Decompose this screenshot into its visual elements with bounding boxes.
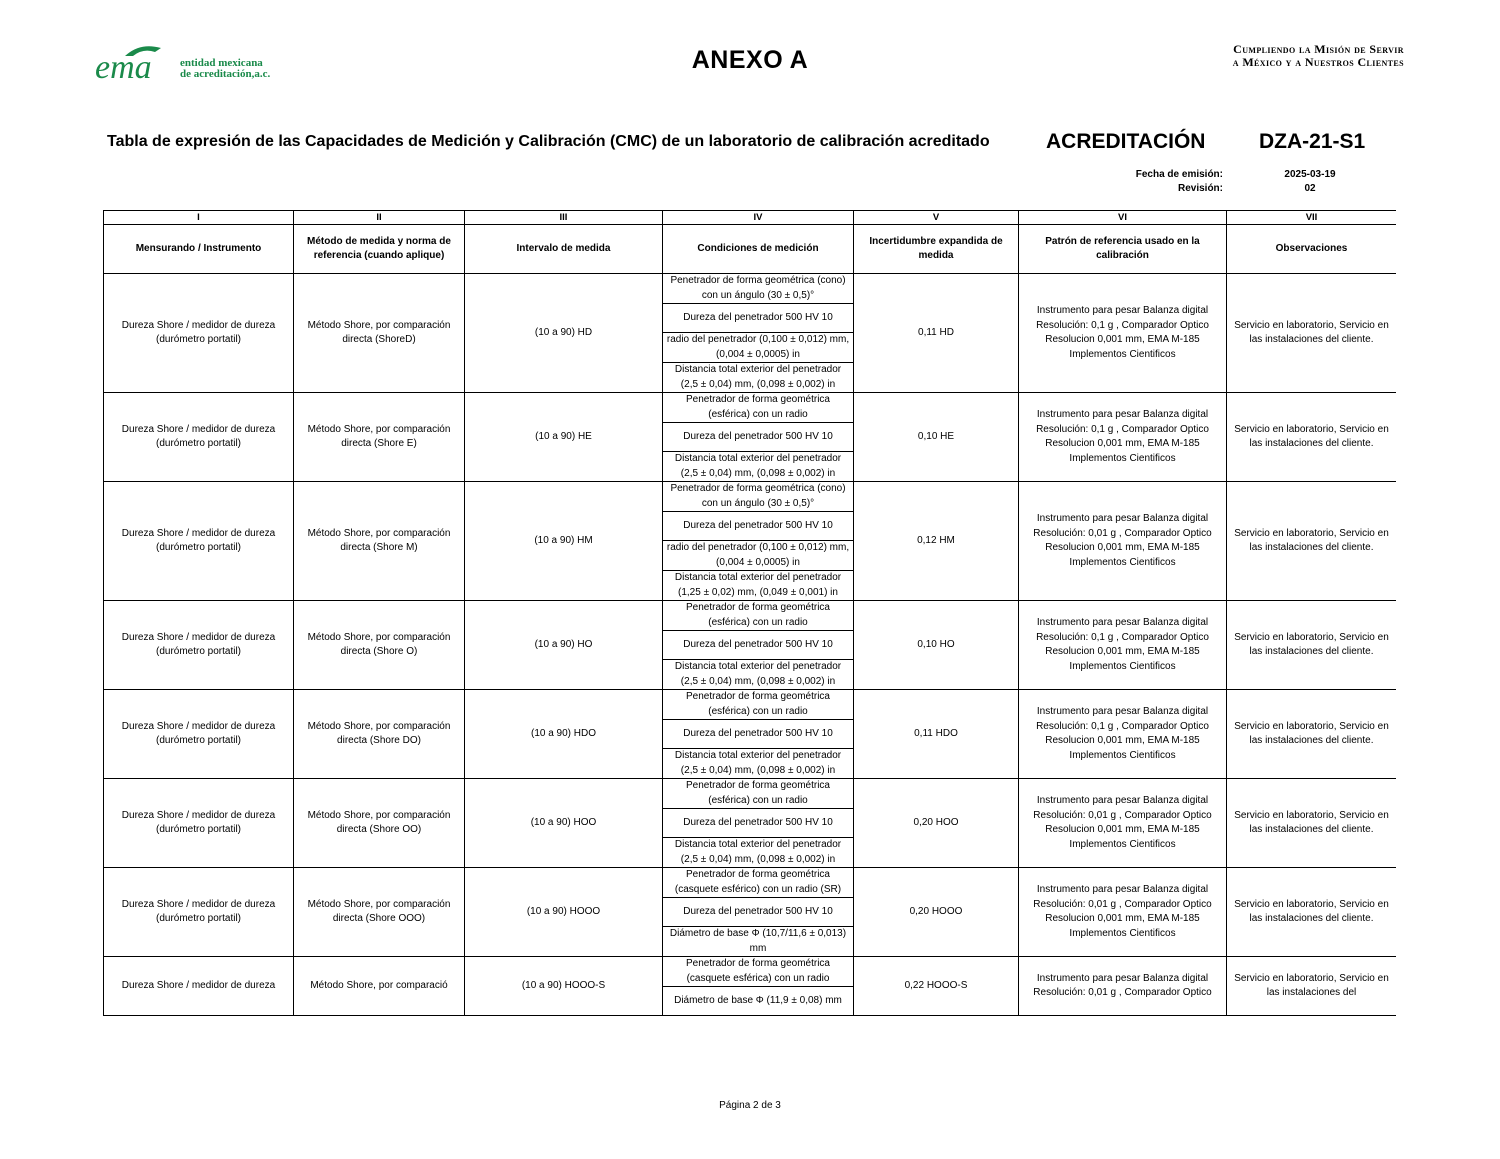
condition-cell: Penetrador de forma geométrica (esférica) con un radio xyxy=(663,779,854,809)
condition-cell: Distancia total exterior del penetrador (2,5 ± 0,04) mm, (0,098 ± 0,002) in xyxy=(663,660,854,690)
range-cell: (10 a 90) HOOO-S xyxy=(465,957,663,1016)
roman-numeral-cell: VII xyxy=(1227,211,1397,225)
observations-cell: Servicio en laboratorio, Servicio en las instalaciones del cliente. xyxy=(1227,868,1397,957)
table-row xyxy=(104,957,1397,987)
table-row xyxy=(104,393,1397,423)
condition-cell: Dureza del penetrador 500 HV 10 xyxy=(663,809,854,838)
cmc-table-container xyxy=(103,210,1396,1031)
column-header-row xyxy=(104,225,1397,274)
condition-cell: Distancia total exterior del penetrador (1,25 ± 0,02) mm, (0,049 ± 0,001) in xyxy=(663,571,854,601)
table-row xyxy=(104,601,1397,631)
revision-value: 02 xyxy=(1304,183,1316,194)
condition-cell: Distancia total exterior del penetrador (2,5 ± 0,04) mm, (0,098 ± 0,002) in xyxy=(663,363,854,393)
method-cell: Método Shore, por comparación directa (Shore DO) xyxy=(294,690,465,779)
roman-numeral-cell: III xyxy=(465,211,663,225)
instrument-cell: Dureza Shore / medidor de dureza xyxy=(104,957,294,1016)
motto: Cumpliendo la Misión de Servir a México y a Nuestros Clientes xyxy=(1232,42,1404,69)
cmc-table xyxy=(103,210,1396,1016)
method-cell: Método Shore, por comparació xyxy=(294,957,465,1016)
range-cell: (10 a 90) HE xyxy=(465,393,663,482)
condition-cell: Penetrador de forma geométrica (esférica) con un radio xyxy=(663,601,854,631)
roman-numeral-cell: V xyxy=(854,211,1019,225)
reference-cell: Instrumento para pesar Balanza digital Resolución: 0,01 g , Comparador Optico Resolucion 0,001 mm, EMA M-185 Implementos Cientificos xyxy=(1019,482,1227,601)
condition-cell: Distancia total exterior del penetrador (2,5 ± 0,04) mm, (0,098 ± 0,002) in xyxy=(663,838,854,868)
page-title: ANEXO A xyxy=(691,46,809,74)
uncertainty-cell: 0,10 HE xyxy=(854,393,1019,482)
condition-cell: Distancia total exterior del penetrador (2,5 ± 0,04) mm, (0,098 ± 0,002) in xyxy=(663,749,854,779)
method-cell: Método Shore, por comparación directa (Shore OO) xyxy=(294,779,465,868)
observations-cell: Servicio en laboratorio, Servicio en las instalaciones del cliente. xyxy=(1227,601,1397,690)
condition-cell: radio del penetrador (0,100 ± 0,012) mm, (0,004 ± 0,0005) in xyxy=(663,333,854,363)
reference-cell: Instrumento para pesar Balanza digital Resolución: 0,1 g , Comparador Optico Resolucion 0,001 mm, EMA M-185 Implementos Cientificos xyxy=(1019,393,1227,482)
range-cell: (10 a 90) HD xyxy=(465,274,663,393)
condition-cell: Penetrador de forma geométrica (cono) con un ángulo (30 ± 0,5)° xyxy=(663,274,854,304)
uncertainty-cell: 0,11 HD xyxy=(854,274,1019,393)
uncertainty-cell: 0,12 HM xyxy=(854,482,1019,601)
instrument-cell: Dureza Shore / medidor de dureza (durómetro portatil) xyxy=(104,601,294,690)
table-row xyxy=(104,779,1397,809)
method-cell: Método Shore, por comparación directa (Shore O) xyxy=(294,601,465,690)
condition-cell: Dureza del penetrador 500 HV 10 xyxy=(663,304,854,333)
reference-cell: Instrumento para pesar Balanza digital Resolución: 0,01 g , Comparador Optico Resolucion 0,001 mm, EMA M-185 Implementos Cientificos xyxy=(1019,779,1227,868)
uncertainty-cell: 0,20 HOO xyxy=(854,779,1019,868)
range-cell: (10 a 90) HDO xyxy=(465,690,663,779)
column-header: Método de medida y norma de referencia (cuando aplique) xyxy=(294,225,465,274)
table-row xyxy=(104,274,1397,304)
table-row xyxy=(104,868,1397,898)
roman-numeral-cell: II xyxy=(294,211,465,225)
page-number: Página 2 de 3 xyxy=(719,1100,781,1111)
roman-numeral-cell: VI xyxy=(1019,211,1227,225)
table-row xyxy=(104,690,1397,720)
uncertainty-cell: 0,22 HOOO-S xyxy=(854,957,1019,1016)
condition-cell: Diámetro de base Φ (11,9 ± 0,08) mm xyxy=(663,987,854,1016)
uncertainty-cell: 0,11 HDO xyxy=(854,690,1019,779)
condition-cell: Penetrador de forma geométrica (casquete esférico) con un radio (SR) xyxy=(663,868,854,898)
table-row xyxy=(104,482,1397,512)
reference-cell: Instrumento para pesar Balanza digital Resolución: 0,01 g , Comparador Optico xyxy=(1019,957,1227,1016)
condition-cell: radio del penetrador (0,100 ± 0,012) mm, (0,004 ± 0,0005) in xyxy=(663,541,854,571)
column-header: Mensurando / Instrumento xyxy=(104,225,294,274)
observations-cell: Servicio en laboratorio, Servicio en las instalaciones del cliente. xyxy=(1227,274,1397,393)
instrument-cell: Dureza Shore / medidor de dureza (durómetro portatil) xyxy=(104,690,294,779)
instrument-cell: Dureza Shore / medidor de dureza (durómetro portatil) xyxy=(104,482,294,601)
method-cell: Método Shore, por comparación directa (ShoreD) xyxy=(294,274,465,393)
uncertainty-cell: 0,20 HOOO xyxy=(854,868,1019,957)
range-cell: (10 a 90) HO xyxy=(465,601,663,690)
roman-numeral-cell: IV xyxy=(663,211,854,225)
observations-cell: Servicio en laboratorio, Servicio en las instalaciones del xyxy=(1227,957,1397,1016)
range-cell: (10 a 90) HM xyxy=(465,482,663,601)
issue-date: 2025-03-19 xyxy=(1284,169,1336,180)
method-cell: Método Shore, por comparación directa (Shore OOO) xyxy=(294,868,465,957)
column-header: Observaciones xyxy=(1227,225,1397,274)
instrument-cell: Dureza Shore / medidor de dureza (durómetro portatil) xyxy=(104,274,294,393)
method-cell: Método Shore, por comparación directa (Shore E) xyxy=(294,393,465,482)
reference-cell: Instrumento para pesar Balanza digital Resolución: 0,1 g , Comparador Optico Resolucion 0,001 mm, EMA M-185 Implementos Cientificos xyxy=(1019,274,1227,393)
reference-cell: Instrumento para pesar Balanza digital Resolución: 0,01 g , Comparador Optico Resolucion 0,001 mm, EMA M-185 Implementos Cientificos xyxy=(1019,868,1227,957)
condition-cell: Distancia total exterior del penetrador (2,5 ± 0,04) mm, (0,098 ± 0,002) in xyxy=(663,452,854,482)
revision-label: Revisión: xyxy=(1177,183,1223,194)
condition-cell: Penetrador de forma geométrica (esférica) con un radio xyxy=(663,690,854,720)
condition-cell: Dureza del penetrador 500 HV 10 xyxy=(663,720,854,749)
range-cell: (10 a 90) HOOO xyxy=(465,868,663,957)
method-cell: Método Shore, por comparación directa (Shore M) xyxy=(294,482,465,601)
condition-cell: Dureza del penetrador 500 HV 10 xyxy=(663,512,854,541)
column-header: Incertidumbre expandida de medida xyxy=(854,225,1019,274)
condition-cell: Penetrador de forma geométrica (casquete esférica) con un radio xyxy=(663,957,854,987)
roman-numeral-row xyxy=(104,211,1397,225)
condition-cell: Penetrador de forma geométrica (esférica) con un radio xyxy=(663,393,854,423)
instrument-cell: Dureza Shore / medidor de dureza (durómetro portatil) xyxy=(104,779,294,868)
range-cell: (10 a 90) HOO xyxy=(465,779,663,868)
logo-text: entidad mexicana de acreditación,a.c. xyxy=(180,57,271,80)
roman-numeral-cell: I xyxy=(104,211,294,225)
reference-cell: Instrumento para pesar Balanza digital Resolución: 0,1 g , Comparador Optico Resolucion 0,001 mm, EMA M-185 Implementos Cientificos xyxy=(1019,690,1227,779)
observations-cell: Servicio en laboratorio, Servicio en las instalaciones del cliente. xyxy=(1227,779,1397,868)
condition-cell: Penetrador de forma geométrica (cono) con un ángulo (30 ± 0,5)° xyxy=(663,482,854,512)
observations-cell: Servicio en laboratorio, Servicio en las instalaciones del cliente. xyxy=(1227,690,1397,779)
observations-cell: Servicio en laboratorio, Servicio en las instalaciones del cliente. xyxy=(1227,482,1397,601)
condition-cell: Diámetro de base Φ (10,7/11,6 ± 0,013) mm xyxy=(663,927,854,957)
column-header: Condiciones de medición xyxy=(663,225,854,274)
instrument-cell: Dureza Shore / medidor de dureza (durómetro portatil) xyxy=(104,868,294,957)
instrument-cell: Dureza Shore / medidor de dureza (durómetro portatil) xyxy=(104,393,294,482)
accreditation-code: DZA-21-S1 xyxy=(1259,130,1366,153)
column-header: Intervalo de medida xyxy=(465,225,663,274)
issue-date-label: Fecha de emisión: xyxy=(1135,169,1223,180)
accreditation-label: ACREDITACIÓN xyxy=(1046,130,1206,153)
column-header: Patrón de referencia usado en la calibración xyxy=(1019,225,1227,274)
condition-cell: Dureza del penetrador 500 HV 10 xyxy=(663,423,854,452)
svg-text:ema: ema xyxy=(95,49,152,84)
condition-cell: Dureza del penetrador 500 HV 10 xyxy=(663,631,854,660)
table-title: Tabla de expresión de las Capacidades de Medición y Calibración (CMC) de un laboratorio de calibración acreditado xyxy=(107,133,990,150)
reference-cell: Instrumento para pesar Balanza digital Resolución: 0,1 g , Comparador Optico Resolucion 0,001 mm, EMA M-185 Implementos Cientificos xyxy=(1019,601,1227,690)
condition-cell: Dureza del penetrador 500 HV 10 xyxy=(663,898,854,927)
observations-cell: Servicio en laboratorio, Servicio en las instalaciones del cliente. xyxy=(1227,393,1397,482)
uncertainty-cell: 0,10 HO xyxy=(854,601,1019,690)
